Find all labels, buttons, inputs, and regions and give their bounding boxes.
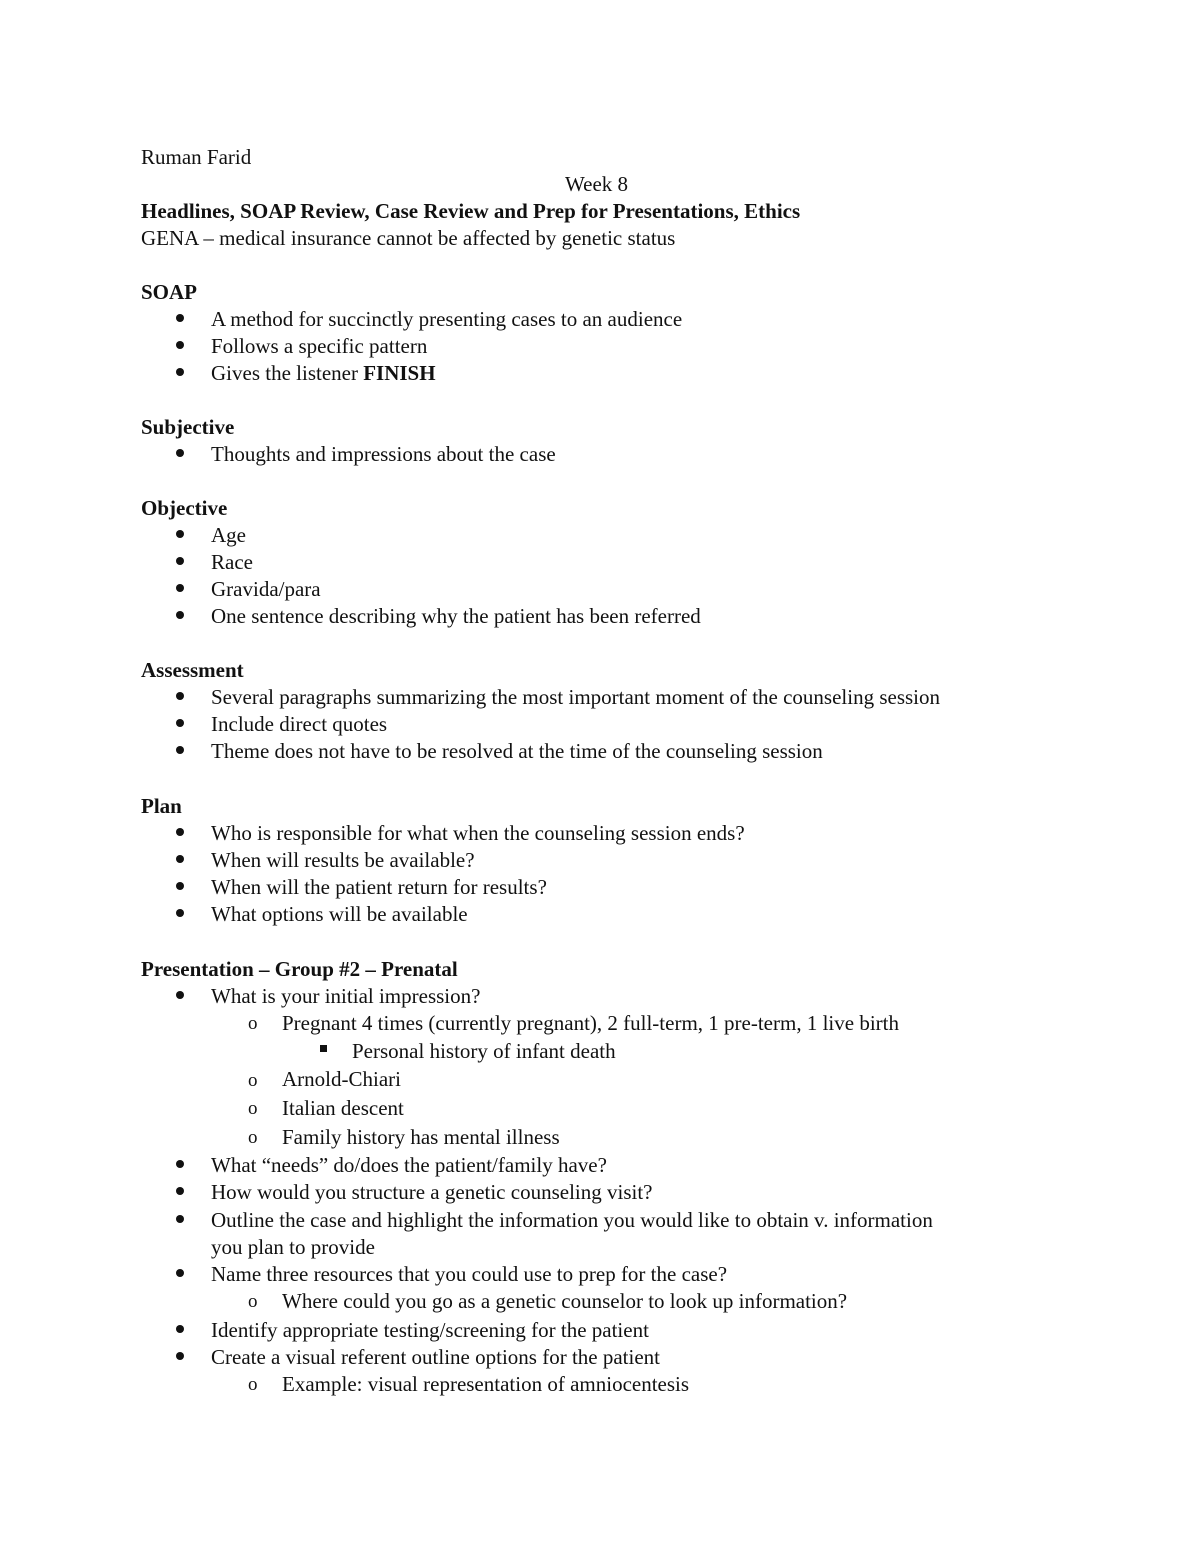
section-heading-assessment: Assessment [141,658,244,682]
list-item: Create a visual referent outline options for the patient [211,1345,661,1369]
bullet-icon [176,584,184,592]
week-label: Week 8 [565,172,629,196]
circle-bullet-icon: o [248,1374,258,1395]
author-name: Ruman Farid [141,145,252,169]
list-item [211,360,436,386]
bullet-icon [176,449,184,457]
bullet-icon [176,341,184,349]
section-heading-objective: Objective [141,496,228,520]
list-item: Age [211,523,246,547]
sub-list-item: Pregnant 4 times (currently pregnant), 2 full-term, 1 pre-term, 1 live birth [282,1011,899,1035]
list-item: Outline the case and highlight the information you would like to obtain v. information [211,1208,933,1232]
list-item: What “needs” do/does the patient/family have? [211,1153,607,1177]
bullet-icon [176,855,184,863]
bullet-icon [176,1269,184,1277]
sub-list-item: Arnold-Chiari [282,1067,401,1091]
bullet-icon [176,909,184,917]
section-heading-soap: SOAP [141,280,198,304]
bullet-icon [176,1352,184,1360]
list-item: Gravida/para [211,577,321,601]
list-item: Include direct quotes [211,712,388,736]
list-item: Who is responsible for what when the counseling session ends? [211,821,745,845]
list-item: Race [211,550,253,574]
bullet-icon [176,719,184,727]
list-item: When will results be available? [211,848,475,872]
list-item: Name three resources that you could use to prep for the case? [211,1262,728,1286]
document-title: Headlines, SOAP Review, Case Review and Prep for Presentations, Ethics [141,199,801,223]
bullet-icon [176,828,184,836]
sub-list-item: Family history has mental illness [282,1125,560,1149]
list-item: What is your initial impression? [211,984,481,1008]
bullet-icon [176,746,184,754]
sub-list-item: Italian descent [282,1096,404,1120]
bullet-icon [176,368,184,376]
bullet-icon [176,692,184,700]
bullet-icon [176,557,184,565]
circle-bullet-icon: o [248,1291,258,1312]
bullet-icon [176,1215,184,1223]
bullet-icon [176,882,184,890]
square-bullet-icon [320,1045,327,1052]
circle-bullet-icon: o [248,1070,258,1091]
list-item: Thoughts and impressions about the case [211,442,556,466]
sub-list-item: Example: visual representation of amniocentesis [282,1372,690,1396]
list-item: How would you structure a genetic counseling visit? [211,1180,653,1204]
bullet-icon [176,1187,184,1195]
finish-emphasis: FINISH [363,361,436,385]
sub-list-item: Where could you go as a genetic counselor to look up information? [282,1289,848,1313]
list-item-text: Gives the listener [211,361,364,385]
sub-sub-list-item: Personal history of infant death [352,1039,616,1063]
list-item: Identify appropriate testing/screening for the patient [211,1318,649,1342]
gena-note: GENA – medical insurance cannot be affected by genetic status [141,226,676,250]
list-item: When will the patient return for results? [211,875,547,899]
circle-bullet-icon: o [248,1013,258,1034]
section-heading-subjective: Subjective [141,415,235,439]
bullet-icon [176,1325,184,1333]
bullet-icon [176,530,184,538]
section-heading-plan: Plan [141,794,182,818]
bullet-icon [176,611,184,619]
list-item: A method for succinctly presenting cases to an audience [211,307,683,331]
bullet-icon [176,991,184,999]
section-heading-presentation: Presentation – Group #2 – Prenatal [141,957,458,981]
bullet-icon [176,1160,184,1168]
bullet-icon [176,314,184,322]
list-item: Several paragraphs summarizing the most important moment of the counseling session [211,685,941,709]
list-item: Follows a specific pattern [211,334,428,358]
circle-bullet-icon: o [248,1098,258,1119]
list-item: One sentence describing why the patient has been referred [211,604,701,628]
list-item: What options will be available [211,902,468,926]
circle-bullet-icon: o [248,1127,258,1148]
list-item: Theme does not have to be resolved at the time of the counseling session [211,739,823,763]
list-item-continuation: you plan to provide [211,1235,375,1259]
